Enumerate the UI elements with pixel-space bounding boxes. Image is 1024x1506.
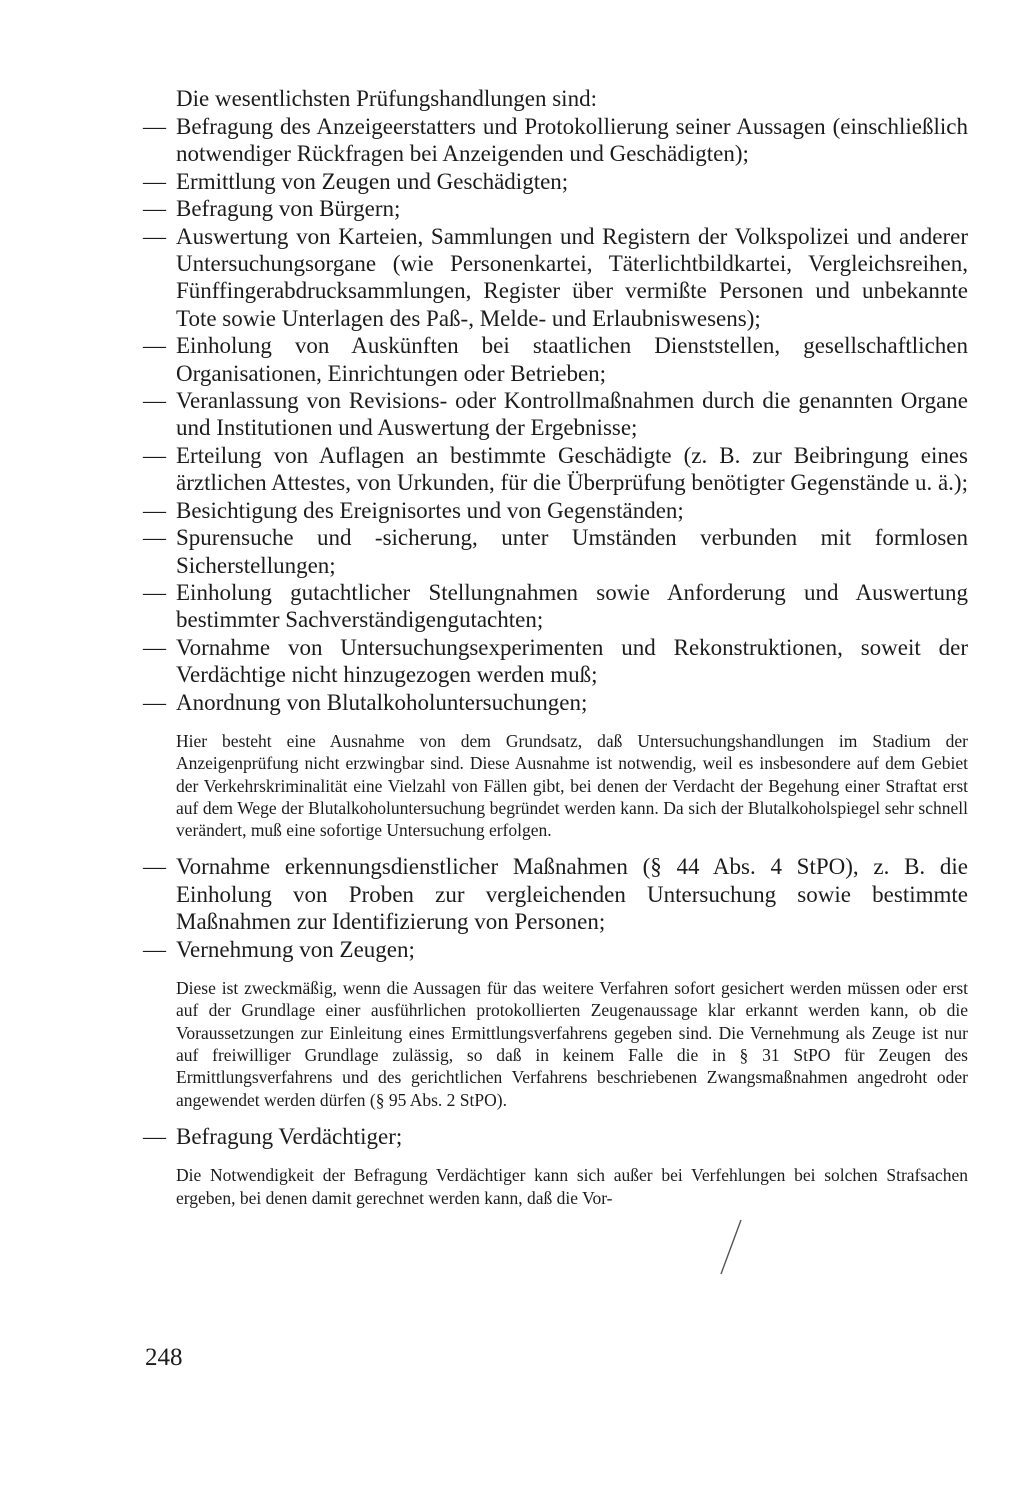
dash-bullet: — [143, 936, 166, 962]
explanatory-note: Diese ist zweckmäßig, wenn die Aussagen für das weitere Verfahren sofort gesichert werden müssen oder erst auf der Grundlage einer ausführlichen protokollierten Zeugenaussage klar erkannt werden kann, ob die Voraussetzungen zur Einleitung eines Ermittlungsverfahrens gegeben sind. Die Vernehmung als Zeuge ist nur auf freiwilliger Grundlage zulässig, so daß in keinem Falle die in § 31 StPO für Zeugen des Ermittlungsverfahrens und des gerichtlichen Verfahrens beschriebenen Zwangsmaßnahmen angedroht oder angewendet werden dürfen (§ 95 Abs. 2 StPO). [176, 978, 968, 1110]
list-item-text: Ermittlung von Zeugen und Geschädigten; [176, 168, 569, 194]
pen-stroke-mark [715, 1218, 745, 1278]
list-item-text: Einholung gutachtlicher Stellungnahmen sowie Anforderung und Auswertung bestimmter Sachverständigengutachten; [176, 579, 968, 633]
list-item-text: Einholung von Auskünften bei staatlichen Dienststellen, gesellschaftlichen Organisationen, Einrichtungen oder Betrieben; [176, 333, 968, 386]
list-item [143, 332, 968, 387]
list-item-text: Auswertung von Karteien, Sammlungen und Registern der Volkspolizei und anderer Untersuchungsorgane (wie Personenkartei, Täterlichtbildkartei, Vergleichsreihen, Fünffingerabdrucksammlungen, Register über vermißte Personen und unbekannte Tote sowie Unterlagen des Paß-, Melde- und Erlaubniswesens); [176, 223, 968, 331]
list-item-text: Besichtigung des Ereignisortes und von Gegenständen; [176, 497, 684, 523]
list-item-text: Spurensuche und -sicherung, unter Umständen verbunden mit formlosen Sicherstellungen; [176, 525, 968, 578]
list-item [143, 442, 968, 497]
checklist [143, 113, 968, 1221]
explanatory-note: Hier besteht eine Ausnahme von dem Grundsatz, daß Untersuchungshandlungen im Stadium der Anzeigenprüfung nicht erzwingbar sind. Diese Ausnahme ist notwendig, weil es insbesondere auf dem Gebiet der Verkehrskriminalität eine Vielzahl von Fällen gibt, bei denen der Verdacht der Begehung einer Straftat erst auf dem Wege der Blutalkoholuntersuchung begründet werden kann. Da sich der Blutalkoholspiegel sehr schnell verändert, muß eine sofortige Untersuchung erfolgen. [176, 730, 968, 841]
dash-bullet: — [143, 525, 166, 551]
list-item [143, 853, 968, 935]
list-item [143, 113, 968, 168]
explanatory-note: Die Notwendigkeit der Befragung Verdächtiger kann sich außer bei Verfehlungen bei solchen Strafsachen ergeben, bei denen damit gerechnet werden kann, daß die Vor- [176, 1165, 968, 1208]
list-item [143, 195, 968, 222]
dash-bullet: — [143, 497, 166, 523]
list-item [143, 497, 968, 524]
list-item-text: Befragung Verdächtiger; [176, 1123, 403, 1149]
dash-bullet: — [143, 689, 166, 715]
list-item [143, 168, 968, 195]
dash-bullet: — [143, 333, 166, 359]
dash-bullet: — [143, 114, 166, 139]
list-item [143, 1123, 968, 1150]
list-item [143, 387, 968, 442]
dash-bullet: — [143, 168, 166, 194]
dash-bullet: — [143, 579, 166, 605]
dash-bullet: — [143, 196, 166, 222]
list-item-text: Befragung von Bürgern; [176, 196, 401, 222]
list-item [143, 689, 968, 716]
list-item [143, 579, 968, 634]
page-number: 248 [145, 1344, 183, 1371]
dash-bullet: — [143, 854, 166, 880]
dash-bullet: — [143, 442, 166, 468]
list-item-text: Veranlassung von Revisions- oder Kontrollmaßnahmen durch die genannten Organe und Institutionen und Auswertung der Ergebnisse; [176, 388, 968, 441]
list-item-text: Vornahme von Untersuchungsexperimenten und Rekonstruktionen, soweit der Verdächtige nicht hinzugezogen werden muß; [176, 634, 968, 688]
list-item-text: Befragung des Anzeigeerstatters und Protokollierung seiner Aussagen (einschließlich notwendiger Rückfragen bei Anzeigenden und Geschädigten); [176, 114, 968, 167]
list-item [143, 936, 968, 963]
list-item-text: Erteilung von Auflagen an bestimmte Geschädigte (z. B. zur Beibringung eines ärztlichen Attestes, von Urkunden, für die Überprüfung benötigter Gegenstände u. ä.); [176, 442, 968, 496]
intro-sentence: Die wesentlichsten Prüfungshandlungen sind: [176, 86, 597, 111]
list-item-text: Vernehmung von Zeugen; [176, 936, 415, 962]
list-item-text: Anordnung von Blutalkoholuntersuchungen; [176, 689, 588, 715]
dash-bullet: — [143, 223, 166, 249]
dash-bullet: — [143, 1123, 166, 1149]
list-item [143, 634, 968, 689]
list-item-text: Vornahme erkennungsdienstlicher Maßnahmen (§ 44 Abs. 4 StPO), z. B. die Einholung von Proben zur vergleichenden Untersuchung sowie bestimmte Maßnahmen zur Identifizierung von Personen; [176, 854, 968, 935]
dash-bullet: — [143, 388, 166, 414]
dash-bullet: — [143, 634, 166, 660]
list-item [143, 223, 968, 333]
list-item [143, 524, 968, 579]
